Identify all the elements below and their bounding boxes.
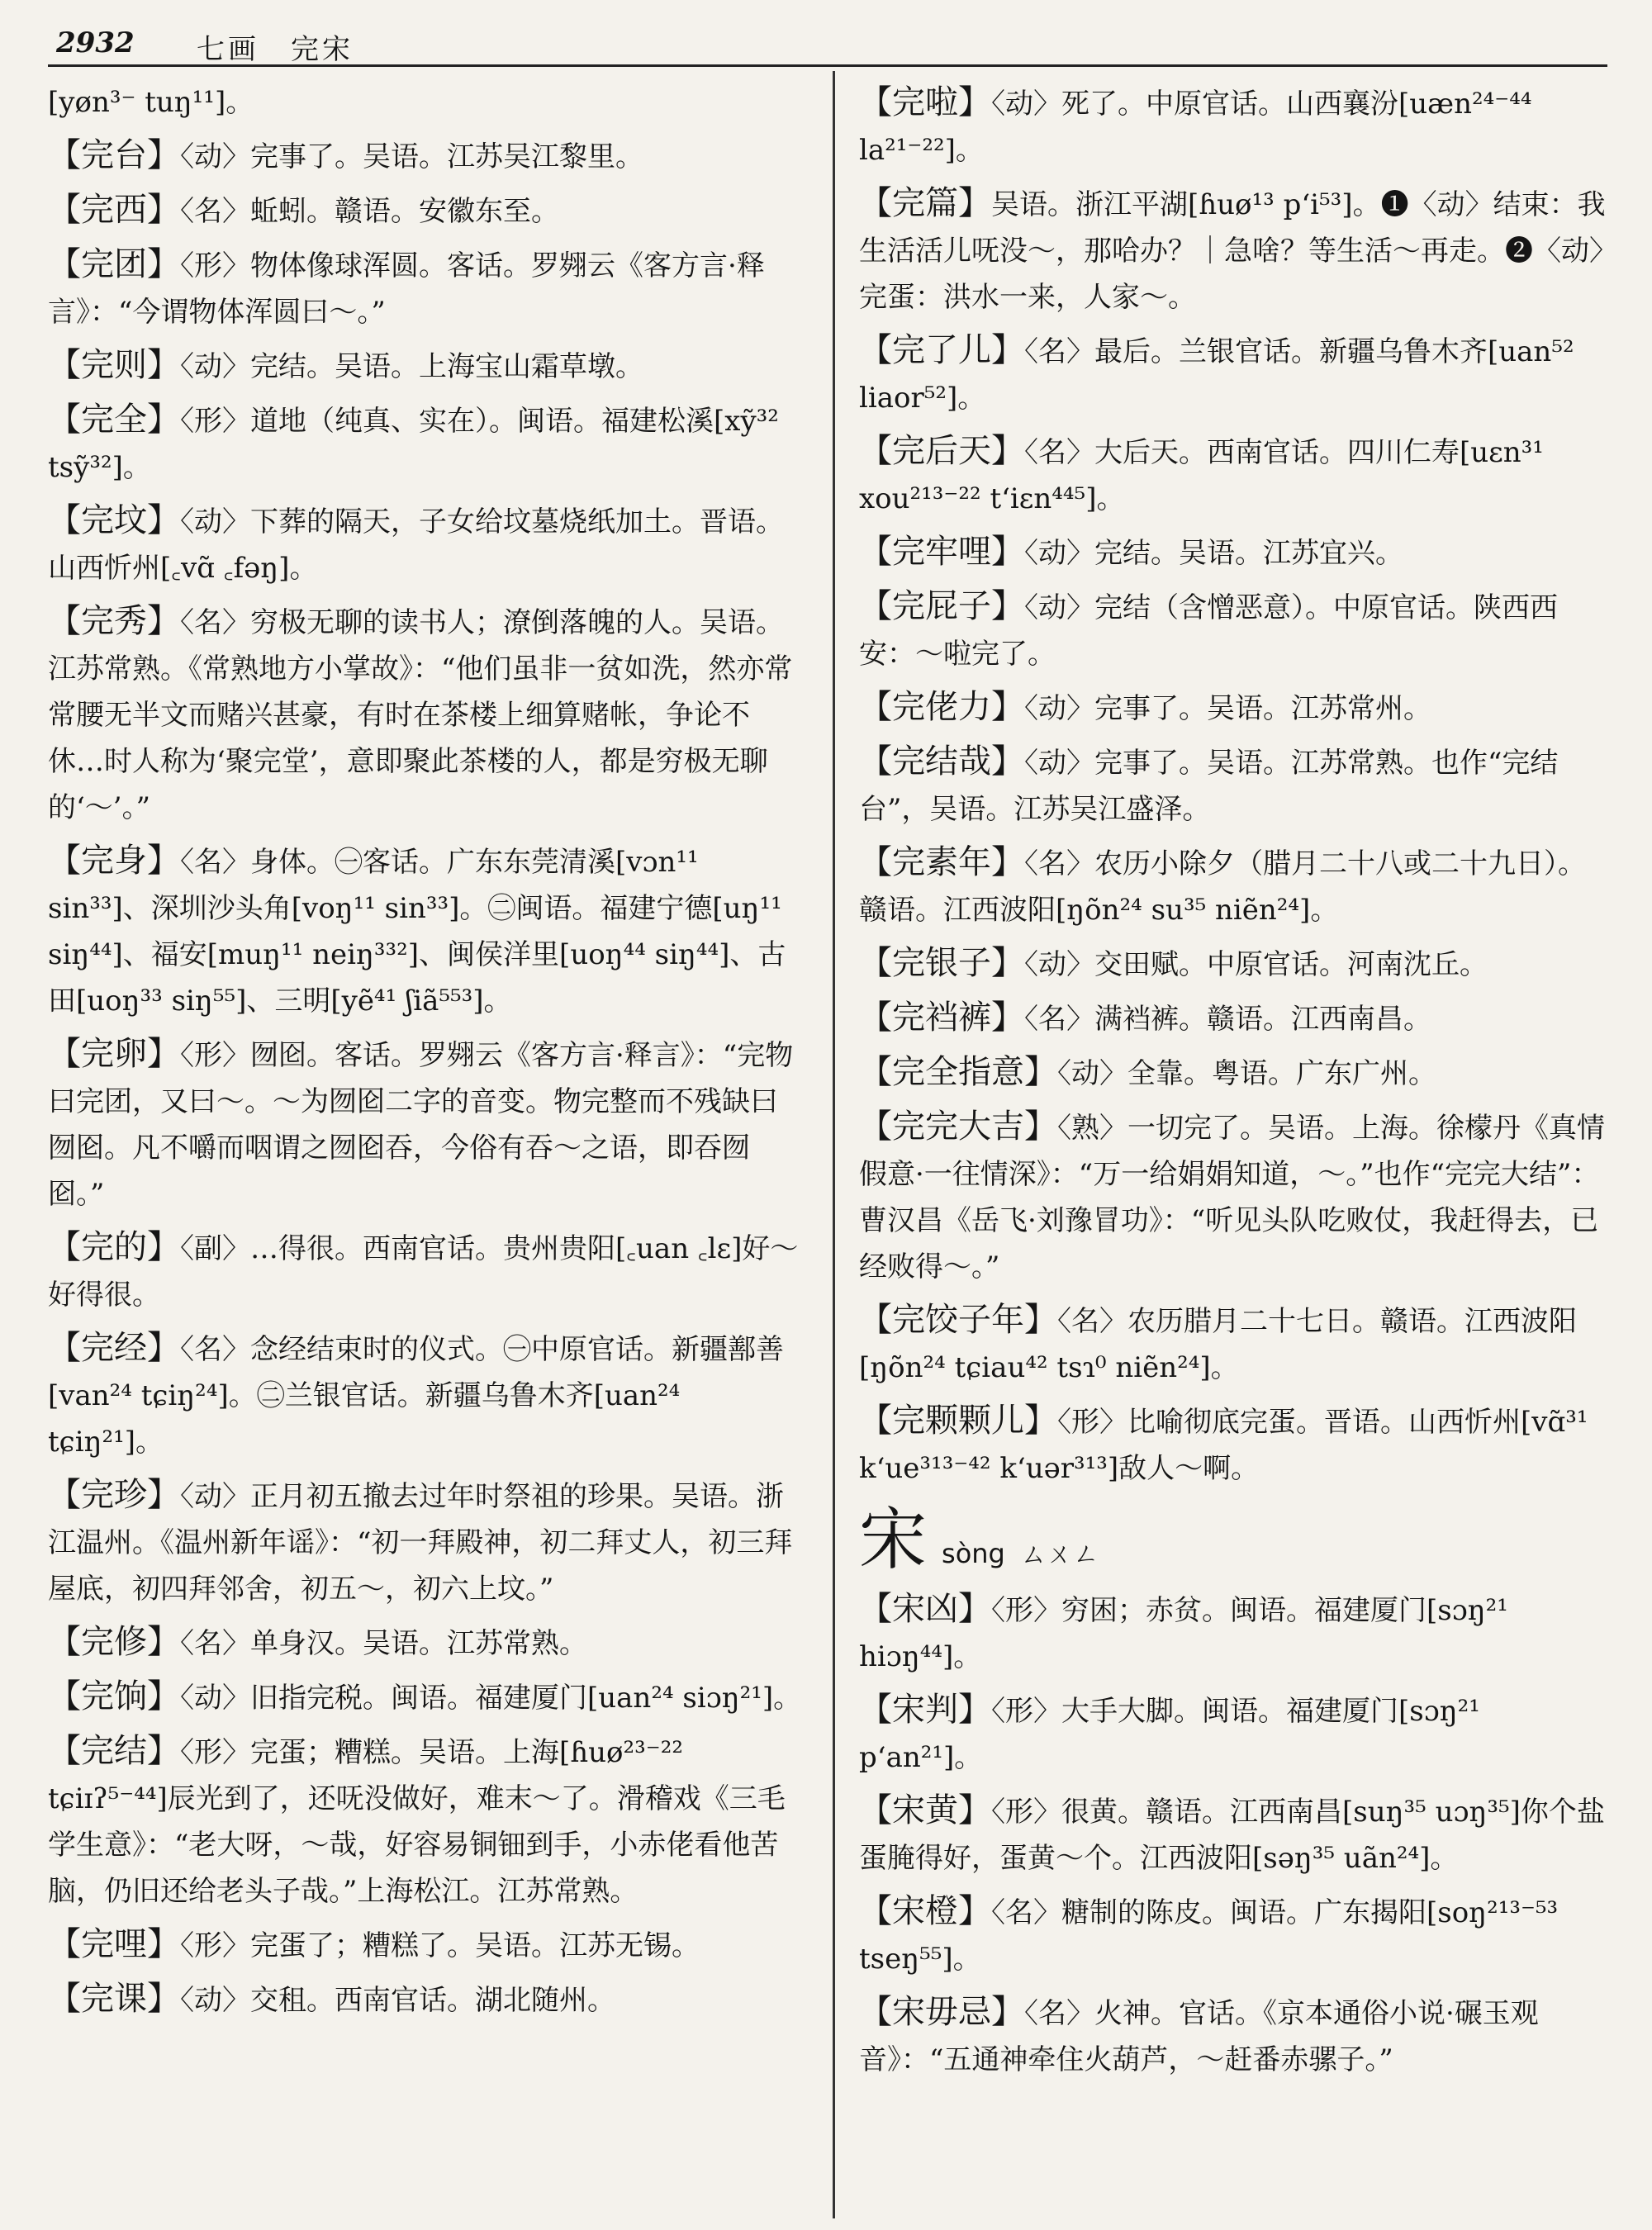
- entry-headword: 【 完团 】: [48, 245, 180, 283]
- entry-text: 〈名〉穷极无聊的读书人；潦倒落魄的人。吴语。江苏常熟。《常熟地方小掌故》：“他们虽非一贫如洗，然亦常常腰无半文而赌兴甚豪，有时在茶楼上细算赌帐，争论不休…时人称为‘聚完堂’，意即聚此茶楼的人，都是穷极无聊的‘～’。”: [48, 606, 793, 824]
- dictionary-entry: [859, 1888, 1607, 1982]
- entry-headword: 【 完了儿 】: [859, 331, 1024, 369]
- dictionary-entry: [859, 940, 1607, 988]
- dictionary-entry: [859, 684, 1607, 732]
- entry-headword: 【 完全 】: [48, 401, 180, 439]
- dictionary-entry: [48, 241, 804, 335]
- entry-headword: 【 完修 】: [48, 1623, 180, 1661]
- dictionary-entry: [859, 1787, 1607, 1881]
- entry-headword: 【 完秀 】: [48, 602, 180, 640]
- dictionary-entry: [859, 1049, 1607, 1097]
- entry-text: 〈名〉念经结束时的仪式。㊀中原官话。新疆鄯善[van²⁴ tɕiŋ²⁴]。㊁兰银官话。新疆乌鲁木齐[uan²⁴ tɕiŋ²¹]。: [48, 1333, 784, 1459]
- entry-text: 〈形〉完蛋；糟糕。吴语。上海[ɦuø²³⁻²² tɕiɪʔ⁵⁻⁴⁴]辰光到了，还呒没做好，难末～了。滑稽戏《三毛学生意》：“老大呀，～哉，好容易铜钿到手，小赤佬看他苦脑，仍旧还给老头子哉。”上海松江。江苏常熟。: [48, 1736, 786, 1908]
- entry-headword: 【 完篇 】: [859, 184, 991, 222]
- entry-headword: 【 宋橙 】: [859, 1892, 991, 1930]
- head-zhuyin: ㄙㄨㄥ: [1019, 1538, 1099, 1569]
- entry-headword: 【 宋黄 】: [859, 1791, 991, 1829]
- entry-text: 〈动〉完结。吴语。江苏宜兴。: [1024, 537, 1403, 570]
- entry-text: [yøn³⁻ tuŋ¹¹]。: [48, 86, 254, 119]
- dictionary-entry: [48, 837, 804, 1024]
- entry-text: 〈形〉很黄。赣语。江西南昌[suŋ³⁵ uɔŋ³⁵]你个盐蛋腌得好，蛋黄～个。江西波阳[səŋ³⁵ uãn²⁴]。: [859, 1796, 1605, 1875]
- head-character: 宋: [859, 1501, 928, 1579]
- entry-headword: 【 完啦 】: [859, 83, 991, 121]
- header-rule: [48, 64, 1607, 67]
- dictionary-entry: [48, 1619, 804, 1667]
- character-heading: [859, 1503, 1607, 1578]
- dictionary-entry: [48, 1224, 804, 1318]
- dictionary-entry: [48, 1728, 804, 1914]
- dictionary-entry: [859, 1687, 1607, 1781]
- dictionary-entry: [859, 1103, 1607, 1290]
- entry-headword: 【 完裆裤 】: [859, 999, 1024, 1037]
- entry-text: 〈名〉大后天。西南官话。四川仁寿[uɛn³¹ xou²¹³⁻²² t‘iɛn⁴⁴⁵]。: [859, 436, 1544, 515]
- entry-text: 〈动〉交租。西南官话。湖北随州。: [180, 1984, 615, 2017]
- dictionary-entry: [859, 180, 1607, 320]
- dictionary-entry: [859, 1586, 1607, 1680]
- page-title: 七画 完宋: [197, 33, 354, 66]
- entry-text: 〈名〉蚯蚓。赣语。安徽东至。: [180, 195, 559, 228]
- entry-text: 〈动〉交田赋。中原官话。河南沈丘。: [1024, 948, 1488, 981]
- dictionary-entry: [859, 583, 1607, 677]
- entry-text: 〈名〉满裆裤。赣语。江西南昌。: [1024, 1003, 1431, 1036]
- entry-headword: 【 完则 】: [48, 346, 180, 384]
- dictionary-entry: [48, 1031, 804, 1217]
- entry-headword: 【 完坟 】: [48, 501, 180, 539]
- entry-text: 〈副〉…得很。西南官话。贵州贵阳[꜀uan ꜀lɛ]好～好得很。: [48, 1232, 799, 1312]
- dictionary-entry: [859, 839, 1607, 933]
- entry-text: 〈名〉农历小除夕（腊月二十八或二十九日）。赣语。江西波阳[ŋõn²⁴ su³⁵ niẽn²⁴]。: [859, 847, 1586, 927]
- entry-text: 〈名〉糖制的陈皮。闽语。广东揭阳[soŋ²¹³⁻⁵³ tseŋ⁵⁵]。: [859, 1896, 1559, 1976]
- entry-headword: 【 完哩 】: [48, 1925, 180, 1963]
- entry-headword: 【 完后天 】: [859, 432, 1024, 470]
- entry-text: 〈动〉完结。吴语。上海宝山霜草墩。: [180, 350, 643, 383]
- entry-text: 〈熟〉一切完了。吴语。上海。徐檬丹《真情假意·一往情深》：“万一给娟娟知道，～。”也作“完完大结”：曹汉昌《岳飞·刘豫冒功》：“听见头队吃败仗，我赶得去，已经败得～。”: [859, 1112, 1605, 1283]
- entry-headword: 【 宋判 】: [859, 1691, 991, 1729]
- entry-headword: 【 完素年 】: [859, 843, 1024, 881]
- entry-headword: 【 完身 】: [48, 842, 180, 880]
- entry-headword: 【 完全指意 】: [859, 1053, 1057, 1091]
- entry-headword: 【 宋毋忌 】: [859, 1993, 1024, 2031]
- dictionary-entry: [859, 529, 1607, 576]
- dictionary-entry: [48, 1325, 804, 1465]
- entry-headword: 【 完西 】: [48, 191, 180, 229]
- entry-text: 〈形〉比喻彻底完蛋。晋语。山西忻州[vɑ̃³¹ k‘ue³¹³⁻⁴² k‘uər³¹³]敌人～啊。: [859, 1406, 1588, 1485]
- entry-text: 〈动〉死了。中原官话。山西襄汾[uæn²⁴⁻⁴⁴ la²¹⁻²²]。: [859, 88, 1532, 167]
- entry-text: 〈形〉完蛋了；糟糕了。吴语。江苏无锡。: [180, 1929, 700, 1962]
- entry-text: 〈名〉最后。兰银官话。新疆乌鲁木齐[uan⁵² liaor⁵²]。: [859, 335, 1574, 415]
- entry-headword: 【 完结 】: [48, 1732, 180, 1770]
- dictionary-entry: [859, 428, 1607, 522]
- page-number: 2932: [56, 26, 135, 59]
- entry-text: 〈动〉下葬的隔天，子女给坟墓烧纸加土。晋语。山西忻州[꜀vɑ̃ ꜀fəŋ]。: [48, 505, 784, 585]
- continued-text: [48, 79, 804, 126]
- entry-text: 〈形〉大手大脚。闽语。福建厦门[sɔŋ²¹ p‘an²¹]。: [859, 1695, 1480, 1774]
- dictionary-entry: [48, 1976, 804, 2024]
- dictionary-entry: [859, 738, 1607, 833]
- dictionary-entry: [48, 132, 804, 180]
- dictionary-entry: [48, 497, 804, 591]
- entry-text: 〈形〉穷困；赤贫。闽语。福建厦门[sɔŋ²¹ hiɔŋ⁴⁴]。: [859, 1594, 1508, 1673]
- entry-headword: 【 完牢哩 】: [859, 533, 1024, 571]
- dictionary-entry: [48, 1673, 804, 1721]
- entry-headword: 【 完银子 】: [859, 944, 1024, 982]
- dictionary-entry: [859, 1297, 1607, 1391]
- entry-headword: 【 完颗颗儿 】: [859, 1402, 1057, 1440]
- entry-text: 〈动〉完事了。吴语。江苏吴江黎里。: [180, 140, 643, 173]
- dictionary-entry: [48, 598, 804, 831]
- dictionary-entry: [859, 1989, 1607, 2083]
- entry-headword: 【 完饷 】: [48, 1677, 180, 1715]
- entry-headword: 【 完佬力 】: [859, 688, 1024, 726]
- entry-headword: 【 完台 】: [48, 136, 180, 174]
- entry-headword: 【 完饺子年 】: [859, 1301, 1057, 1339]
- entry-headword: 【 宋凶 】: [859, 1590, 991, 1628]
- entry-text: 〈形〉囫囵。客话。罗翙云《客方言·释言》：“完物曰完团，又曰～。～为囫囵二字的音变。物完整而不残缺曰囫囵。凡不嚼而咽谓之囫囵吞，今俗有吞～之语，即吞囫囵。”: [48, 1039, 794, 1211]
- dictionary-entry: [48, 1472, 804, 1612]
- entry-text: 〈名〉农历腊月二十七日。赣语。江西波阳[ŋõn²⁴ tɕiau⁴² tsɿ⁰ niẽn²⁴]。: [859, 1305, 1577, 1384]
- page-header: [56, 26, 1601, 66]
- left-column: [48, 79, 804, 2030]
- dictionary-entry: [48, 396, 804, 491]
- dictionary-entry: [859, 327, 1607, 421]
- dictionary-entry: [48, 1921, 804, 1969]
- head-pinyin: sòng: [942, 1538, 1005, 1569]
- entry-text: 〈形〉物体像球浑圆。客话。罗翙云《客方言·释言》：“今谓物体浑圆曰～。”: [48, 249, 765, 329]
- entry-headword: 【 完经 】: [48, 1329, 180, 1367]
- entry-headword: 【 完的 】: [48, 1228, 180, 1266]
- entry-text: 〈动〉全靠。粤语。广东广州。: [1057, 1057, 1436, 1090]
- entry-headword: 【 完课 】: [48, 1980, 180, 2018]
- entry-headword: 【 完完大吉 】: [859, 1108, 1057, 1146]
- entry-text: 吴语。浙江平湖[ɦuø¹³ p‘i⁵³]。❶〈动〉结束：我生活活儿呒没～，那哈办？｜急啥？等生活～再走。❷〈动〉完蛋：洪水一来，人家～。: [859, 188, 1606, 314]
- entry-text: 〈动〉完事了。吴语。江苏常州。: [1024, 692, 1431, 725]
- entry-text: 〈动〉正月初五撤去过年时祭祖的珍果。吴语。浙江温州。《温州新年谣》：“初一拜殿神，初二拜丈人，初三拜屋底，初四拜邻舍，初五～，初六上坟。”: [48, 1480, 793, 1606]
- entry-text: 〈动〉完事了。吴语。江苏常熟。也作“完结台”，吴语。江苏吴江盛泽。: [859, 747, 1559, 826]
- entry-text: 〈动〉旧指完税。闽语。福建厦门[uan²⁴ siɔŋ²¹]。: [180, 1682, 802, 1715]
- entry-headword: 【 完屁子 】: [859, 587, 1024, 625]
- right-column: [859, 79, 1607, 2090]
- entry-text: 〈动〉完结（含憎恶意）。中原官话。陕西西安：～啦完了。: [859, 591, 1558, 671]
- dictionary-entry: [859, 79, 1607, 173]
- entry-text: 〈名〉单身汉。吴语。江苏常熟。: [180, 1627, 587, 1660]
- entry-text: 〈名〉火神。官话。《京本通俗小说·碾玉观音》：“五通神牵住火葫芦，～赶番赤骡子。”: [859, 1997, 1539, 2076]
- entry-headword: 【 完珍 】: [48, 1476, 180, 1514]
- entry-text: 〈名〉身体。㊀客话。广东东莞清溪[vɔn¹¹ sin³³]、深圳沙头角[voŋ¹¹ sin³³]。㊁闽语。福建宁德[uŋ¹¹ siŋ⁴⁴]、福安[muŋ¹¹ neiŋ³³²]、闽侯洋里[uoŋ⁴⁴ siŋ⁴⁴]、古田[uoŋ³³ siŋ⁵⁵]、三明[yẽ⁴¹ ʃiã⁵⁵³]。: [48, 846, 786, 1018]
- column-divider: [833, 71, 835, 2218]
- entry-headword: 【 完卵 】: [48, 1035, 180, 1073]
- dictionary-entry: [48, 187, 804, 235]
- entry-headword: 【 完结哉 】: [859, 743, 1024, 780]
- dictionary-entry: [48, 342, 804, 390]
- dictionary-entry: [859, 994, 1607, 1042]
- entry-text: 〈形〉道地（纯真、实在）。闽语。福建松溪[xỹ³² tsỹ³²]。: [48, 405, 779, 484]
- dictionary-entry: [859, 1397, 1607, 1492]
